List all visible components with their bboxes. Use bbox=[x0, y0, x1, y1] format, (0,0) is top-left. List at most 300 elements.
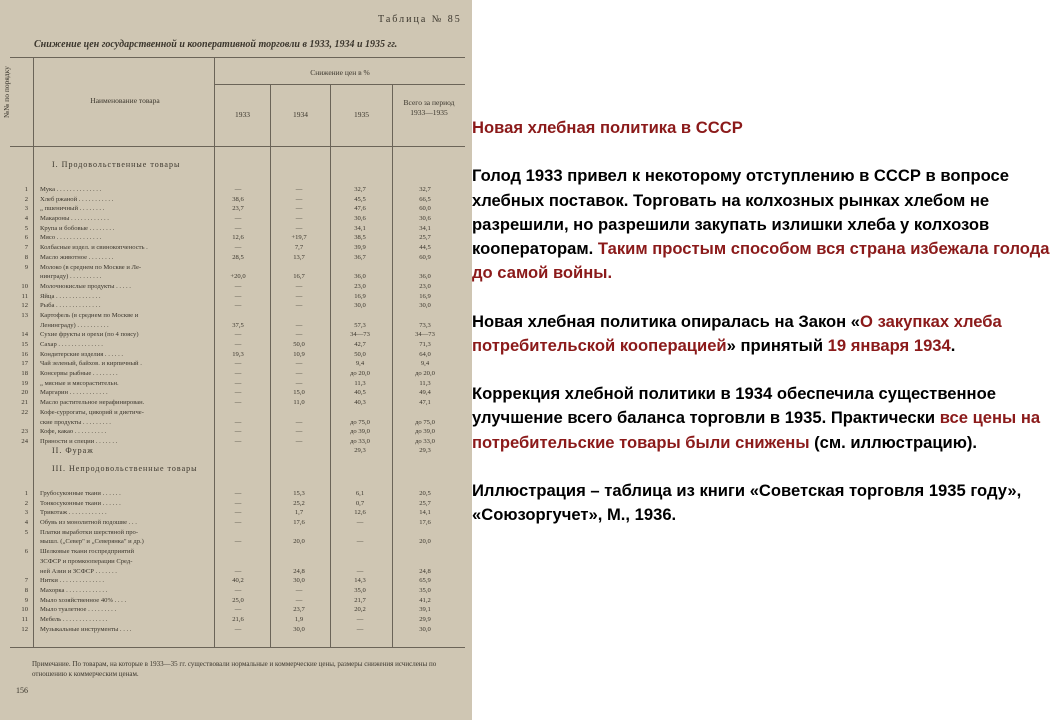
row-total: 25,7 bbox=[419, 234, 431, 242]
row-number: 18 bbox=[21, 370, 28, 378]
row-1934: 50,0 bbox=[293, 341, 305, 348]
row-total: 65,9 bbox=[419, 577, 431, 585]
row-name: Колбасные издел. и свинокопченость . bbox=[40, 244, 148, 252]
table-row bbox=[0, 301, 470, 311]
row-name: Трикотаж . . . . . . . . . . . . bbox=[40, 509, 107, 517]
row-total: 41,2 bbox=[419, 596, 431, 604]
row-number: 5 bbox=[24, 528, 28, 536]
row-total: 60,9 bbox=[419, 253, 431, 261]
table-row bbox=[0, 263, 470, 273]
table-row bbox=[0, 204, 470, 214]
row-1935: до 75,0 bbox=[350, 418, 370, 426]
row-number: 12 bbox=[21, 625, 28, 633]
row-1933: — bbox=[234, 428, 242, 436]
table-row bbox=[0, 321, 470, 331]
p4-text: Иллюстрация – таблица из книги «Советская торговля 1935 году», «Союзоргучет», М., 1936. bbox=[472, 480, 1022, 525]
row-total: 39,1 bbox=[419, 606, 431, 614]
row-total: до 20,0 bbox=[415, 370, 435, 378]
header-bottom-rule bbox=[10, 146, 465, 147]
row-1934: — bbox=[295, 215, 303, 223]
row-name: Яйца . . . . . . . . . . . . . . bbox=[40, 292, 101, 300]
row-1935: 36,7 bbox=[354, 253, 366, 261]
table-row bbox=[0, 615, 470, 625]
row-number: 3 bbox=[24, 205, 28, 213]
row-name: нинграду) . . . . . . . . . . bbox=[40, 273, 102, 281]
group-header-rule bbox=[215, 84, 465, 85]
row-name: Шелковые ткани госпредприятий bbox=[40, 548, 135, 556]
row-number: 7 bbox=[24, 244, 28, 252]
table-row bbox=[0, 418, 470, 428]
row-1933: — bbox=[234, 341, 242, 348]
row-total: до 33,0 bbox=[415, 437, 435, 445]
row-1933: — bbox=[234, 244, 242, 252]
row-1935: 12,6 bbox=[354, 509, 366, 517]
paragraph-3 bbox=[472, 382, 1062, 455]
row-1934: — bbox=[295, 360, 303, 368]
row-1934: 30,0 bbox=[293, 577, 305, 585]
row-1935: 50,0 bbox=[354, 350, 366, 358]
row-number: 2 bbox=[24, 499, 28, 507]
row-number: 8 bbox=[24, 586, 28, 594]
scanned-table-page bbox=[0, 0, 472, 720]
row-total: 66,5 bbox=[419, 195, 431, 203]
row-name: ские продукты . . . . . . . . . bbox=[40, 418, 111, 426]
row-total: 17,6 bbox=[419, 519, 431, 527]
row-1935: 47,6 bbox=[354, 205, 366, 213]
table-row bbox=[0, 292, 470, 302]
section-nonfood: III. Непродовольственные товары bbox=[52, 464, 198, 473]
table-row bbox=[0, 195, 470, 205]
row-number: 1 bbox=[24, 490, 28, 497]
row-number: 10 bbox=[21, 606, 28, 614]
row-1935: до 20,0 bbox=[350, 370, 370, 378]
row-1933: — bbox=[234, 370, 242, 378]
row-1934: — bbox=[295, 224, 303, 232]
row-1935: 39,9 bbox=[354, 244, 366, 252]
header-1933: 1933 bbox=[235, 110, 250, 119]
row-1934: 20,0 bbox=[293, 538, 305, 546]
table-bottom-rule bbox=[10, 647, 465, 648]
row-1935: 57,3 bbox=[354, 321, 366, 329]
table-row bbox=[0, 388, 470, 398]
header-1935: 1935 bbox=[354, 110, 369, 119]
section-fodder: II. Фураж bbox=[52, 446, 94, 455]
p1-highlight: Таким простым способом вся страна избежала голода до самой войны. bbox=[472, 239, 1050, 283]
row-1935: 23,0 bbox=[354, 282, 366, 290]
row-1934: 17,6 bbox=[293, 519, 305, 527]
row-1934: — bbox=[295, 437, 303, 445]
row-number: 11 bbox=[21, 615, 28, 623]
row-name: Платки выработки шерстяной про- bbox=[40, 528, 139, 536]
row-1933: — bbox=[234, 586, 242, 594]
row-total: 36,0 bbox=[419, 273, 431, 281]
fodder-total: 29,3 bbox=[419, 447, 431, 454]
table-row bbox=[0, 350, 470, 360]
table-row bbox=[0, 340, 470, 350]
row-1934: — bbox=[295, 418, 303, 426]
row-1933: 28,5 bbox=[232, 253, 244, 261]
row-name: Крупа и бобовые . . . . . . . . bbox=[40, 224, 115, 232]
row-number: 21 bbox=[21, 399, 28, 407]
row-1933: 25,0 bbox=[232, 596, 244, 604]
row-1933: — bbox=[234, 538, 242, 546]
row-name: Кондитерские изделия . . . . . . bbox=[40, 350, 124, 358]
row-1933: +20,0 bbox=[230, 273, 246, 281]
row-1933: 38,6 bbox=[232, 195, 244, 203]
table-row bbox=[0, 214, 470, 224]
row-name: Масло животное . . . . . . . . bbox=[40, 253, 114, 261]
paragraph-2 bbox=[472, 310, 1062, 358]
row-1934: 1,7 bbox=[294, 509, 304, 517]
row-1935: 6,1 bbox=[355, 490, 365, 497]
row-1934: 24,8 bbox=[293, 567, 305, 575]
commentary-heading bbox=[472, 116, 1062, 140]
fodder-row bbox=[0, 446, 470, 456]
row-total: 24,8 bbox=[419, 567, 431, 575]
row-name: „ пшеничный . . . . . . . . bbox=[40, 205, 105, 213]
table-row bbox=[0, 528, 470, 538]
row-1934: — bbox=[295, 205, 303, 213]
paragraph-4 bbox=[472, 479, 1062, 527]
table-row bbox=[0, 427, 470, 437]
row-number: 6 bbox=[24, 548, 28, 556]
row-1933: — bbox=[234, 509, 242, 517]
table-top-rule bbox=[10, 57, 465, 58]
row-total: 73,3 bbox=[419, 321, 431, 329]
row-1934: — bbox=[295, 282, 303, 290]
row-number: 17 bbox=[21, 360, 28, 368]
row-name: Тонкосуконные ткани . . . . . . bbox=[40, 499, 121, 507]
row-name: Маргарин . . . . . . . . . . . . bbox=[40, 389, 108, 397]
row-name: „ мясные и мясорастительн. bbox=[40, 379, 119, 387]
p2-a: Новая хлебная политика опиралась на Закон « bbox=[472, 311, 861, 331]
table-row bbox=[0, 576, 470, 586]
row-total: 16,9 bbox=[419, 292, 431, 300]
row-1934: 13,7 bbox=[293, 253, 305, 261]
row-1933: — bbox=[234, 418, 242, 426]
row-number: 12 bbox=[21, 302, 28, 310]
table-row bbox=[0, 359, 470, 369]
row-number: 15 bbox=[21, 341, 28, 348]
row-number: 4 bbox=[24, 215, 28, 223]
fodder-1935: 29,3 bbox=[354, 447, 366, 454]
row-1934: — bbox=[295, 586, 303, 594]
p2-c: . bbox=[950, 335, 956, 355]
row-1935: до 39,0 bbox=[350, 428, 370, 436]
row-1934: 30,0 bbox=[293, 625, 305, 633]
row-name: Мебель . . . . . . . . . . . . . . bbox=[40, 615, 108, 623]
table-row bbox=[0, 379, 470, 389]
row-number: 2 bbox=[24, 195, 28, 203]
row-1935: 9,4 bbox=[355, 360, 365, 368]
row-total: 34—73 bbox=[415, 331, 435, 339]
table-row bbox=[0, 625, 470, 635]
table-row bbox=[0, 508, 470, 518]
row-number: 4 bbox=[24, 519, 28, 527]
row-1933: 21,6 bbox=[232, 615, 244, 623]
row-total: 25,7 bbox=[419, 499, 431, 507]
row-1933: — bbox=[234, 331, 242, 339]
row-1933: 23,7 bbox=[232, 205, 244, 213]
row-name: Консервы рыбные . . . . . . . . bbox=[40, 370, 118, 378]
row-1933: — bbox=[234, 437, 242, 445]
row-total: 30,0 bbox=[419, 302, 431, 310]
table-row bbox=[0, 272, 470, 282]
row-1933: — bbox=[234, 567, 242, 575]
row-1934: — bbox=[295, 195, 303, 203]
row-1933: — bbox=[234, 606, 242, 614]
row-number: 13 bbox=[21, 311, 28, 319]
row-number: 22 bbox=[21, 408, 28, 416]
row-1935: 30,6 bbox=[354, 215, 366, 223]
row-name: ней Азии и ЗСФСР . . . . . . . bbox=[40, 567, 117, 575]
row-name: ЗСФСР и промкооперации Сред- bbox=[40, 557, 133, 565]
row-number: 14 bbox=[21, 331, 28, 339]
row-1934: 15,3 bbox=[293, 490, 305, 497]
table-row bbox=[0, 605, 470, 615]
row-total: до 39,0 bbox=[415, 428, 435, 436]
row-1935: 30,0 bbox=[354, 302, 366, 310]
row-1935: 40,5 bbox=[354, 389, 366, 397]
header-total: Всего за период 1933—1935 bbox=[403, 98, 455, 117]
row-1933: 19,3 bbox=[232, 350, 244, 358]
row-number: 9 bbox=[24, 596, 28, 604]
table-row bbox=[0, 330, 470, 340]
row-1934: — bbox=[295, 370, 303, 378]
row-1935: — bbox=[356, 567, 364, 575]
row-total: 30,6 bbox=[419, 215, 431, 223]
row-1933: — bbox=[234, 499, 242, 507]
row-total: 34,1 bbox=[419, 224, 431, 232]
row-1935: 14,3 bbox=[354, 577, 366, 585]
table-row bbox=[0, 489, 470, 499]
page-number: 156 bbox=[16, 686, 28, 695]
row-name: мышл. („Север" и „Северянка" и др.) bbox=[40, 538, 144, 546]
row-1934: 10,9 bbox=[293, 350, 305, 358]
row-1934: — bbox=[295, 292, 303, 300]
row-name: Сахар . . . . . . . . . . . . . . bbox=[40, 341, 103, 348]
row-number: 6 bbox=[24, 234, 28, 242]
row-1933: — bbox=[234, 519, 242, 527]
header-name: Наименование товара bbox=[90, 96, 160, 105]
row-1933: 12,6 bbox=[232, 234, 244, 242]
row-1933: — bbox=[234, 186, 242, 193]
header-group: Снижение цен в % bbox=[310, 68, 370, 77]
row-1935: до 33,0 bbox=[350, 437, 370, 445]
table-row bbox=[0, 499, 470, 509]
row-1935: 16,9 bbox=[354, 292, 366, 300]
table-row bbox=[0, 567, 470, 577]
row-total: 60,0 bbox=[419, 205, 431, 213]
row-1933: 37,5 bbox=[232, 321, 244, 329]
row-1934: 15,0 bbox=[293, 389, 305, 397]
header-num: №№ по порядку bbox=[2, 66, 11, 118]
row-1935: 34—73 bbox=[350, 331, 370, 339]
row-name: Хлеб ржаной . . . . . . . . . . . bbox=[40, 195, 114, 203]
row-number: 24 bbox=[21, 437, 28, 445]
row-total: 64,0 bbox=[419, 350, 431, 358]
table-row bbox=[0, 408, 470, 418]
row-1935: 11,3 bbox=[354, 379, 366, 387]
row-1933: — bbox=[234, 292, 242, 300]
row-total: 23,0 bbox=[419, 282, 431, 290]
row-number: 19 bbox=[21, 379, 28, 387]
p3-a: Коррекция хлебной политики в 1934 обеспечила существенное улучшение всего баланса торговли в 1935. Практически bbox=[472, 384, 996, 428]
row-1935: 40,3 bbox=[354, 399, 366, 407]
row-number: 5 bbox=[24, 224, 28, 232]
row-1933: — bbox=[234, 215, 242, 223]
row-name: Кофе-суррогаты, цикорий и диетиче- bbox=[40, 408, 144, 416]
table-row bbox=[0, 586, 470, 596]
section-food: I. Продовольственные товары bbox=[52, 160, 181, 169]
row-1935: 34,1 bbox=[354, 224, 366, 232]
row-1935: 38,5 bbox=[354, 234, 366, 242]
row-name: Мыло туалетное . . . . . . . . . bbox=[40, 606, 117, 614]
row-1933: — bbox=[234, 399, 242, 407]
food-rows bbox=[0, 185, 470, 447]
row-1933: — bbox=[234, 379, 242, 387]
row-name: Нитки . . . . . . . . . . . . . . bbox=[40, 577, 105, 585]
row-number: 3 bbox=[24, 509, 28, 517]
row-name: Молочнокислые продукты . . . . . bbox=[40, 282, 131, 290]
row-1935: 21,7 bbox=[354, 596, 366, 604]
row-total: 9,4 bbox=[420, 360, 430, 368]
p3-highlight: все цены на потребительские товары были снижены bbox=[472, 408, 1041, 452]
p1-plain: Голод 1933 привел к некоторому отступлению в СССР в вопросе хлебных поставок. Торговать на колхозных рынках хлебом не разрешили, но разрешили закупать излишки хлеба у колхозов кооператорам. bbox=[472, 166, 1010, 258]
row-number: 10 bbox=[21, 282, 28, 290]
row-name: Картофель (в среднем по Москве и bbox=[40, 311, 139, 319]
row-1934: 1,9 bbox=[294, 615, 304, 623]
row-total: 49,4 bbox=[419, 389, 431, 397]
row-1934: — bbox=[295, 302, 303, 310]
row-1934: 16,7 bbox=[293, 273, 305, 281]
row-1934: — bbox=[295, 428, 303, 436]
table-row bbox=[0, 243, 470, 253]
table-note: Примечание. По товарам, на которые в 1933—35 гг. существовали нормальные и коммерческие цены, размеры снижения исчислены по отношению к коммерческим ценам. bbox=[32, 660, 437, 678]
nonfood-rows bbox=[0, 489, 470, 634]
row-1935: — bbox=[356, 538, 364, 546]
row-1935: 35,0 bbox=[354, 586, 366, 594]
row-number: 1 bbox=[24, 186, 28, 193]
p3-b: (см. иллюстрацию). bbox=[809, 432, 978, 452]
row-1935: 32,7 bbox=[354, 186, 366, 193]
p2-b: » принятый bbox=[726, 335, 828, 355]
row-1933: — bbox=[234, 360, 242, 368]
table-row bbox=[0, 547, 470, 557]
row-number: 16 bbox=[21, 350, 28, 358]
row-1935: 0,7 bbox=[355, 499, 365, 507]
row-name: Музыкальные инструменты . . . . bbox=[40, 625, 132, 633]
row-number: 9 bbox=[24, 263, 28, 271]
row-1933: — bbox=[234, 282, 242, 290]
row-name: Пряности и специи . . . . . . . bbox=[40, 437, 118, 445]
row-1934: — bbox=[295, 321, 303, 329]
row-1934: +19,7 bbox=[291, 234, 307, 242]
table-row bbox=[0, 537, 470, 547]
table-row bbox=[0, 369, 470, 379]
row-total: 32,7 bbox=[419, 186, 431, 193]
row-total: до 75,0 bbox=[415, 418, 435, 426]
row-1935: — bbox=[356, 625, 364, 633]
row-1933: — bbox=[234, 490, 242, 497]
row-total: 29,9 bbox=[419, 615, 431, 623]
row-number: 23 bbox=[21, 428, 28, 436]
row-1935: — bbox=[356, 615, 364, 623]
table-row bbox=[0, 282, 470, 292]
row-1934: — bbox=[295, 596, 303, 604]
row-total: 71,3 bbox=[419, 341, 431, 348]
row-name: Макароны . . . . . . . . . . . . bbox=[40, 215, 109, 223]
row-total: 14,1 bbox=[419, 509, 431, 517]
row-1933: — bbox=[234, 302, 242, 310]
table-row bbox=[0, 253, 470, 263]
row-1935: 45,5 bbox=[354, 195, 366, 203]
row-1933: — bbox=[234, 224, 242, 232]
row-number: 20 bbox=[21, 389, 28, 397]
row-name: Мыло хозяйственное 40% . . . . bbox=[40, 596, 127, 604]
table-number: Таблица № 85 bbox=[378, 14, 462, 25]
table-row bbox=[0, 224, 470, 234]
p2-date: 19 января 1934 bbox=[827, 335, 951, 355]
row-name: Ленинграду) . . . . . . . . . . bbox=[40, 321, 109, 329]
row-name: Грубосуконные ткани . . . . . . bbox=[40, 490, 121, 497]
row-1933: — bbox=[234, 389, 242, 397]
row-total: 11,3 bbox=[419, 379, 431, 387]
row-total: 30,0 bbox=[419, 625, 431, 633]
row-name: Кофе, какао . . . . . . . . . . bbox=[40, 428, 107, 436]
row-name: Чай зеленый, байхов. и кирпичный . bbox=[40, 360, 142, 368]
row-1935: 42,7 bbox=[354, 341, 366, 348]
table-row bbox=[0, 596, 470, 606]
row-name: Мука . . . . . . . . . . . . . . bbox=[40, 186, 102, 193]
row-total: 35,0 bbox=[419, 586, 431, 594]
header-1934: 1934 bbox=[293, 110, 308, 119]
row-1934: 11,0 bbox=[293, 399, 305, 407]
row-1934: — bbox=[295, 331, 303, 339]
row-name: Махорка . . . . . . . . . . . . . bbox=[40, 586, 108, 594]
row-total: 20,0 bbox=[419, 538, 431, 546]
row-1934: 7,7 bbox=[294, 244, 304, 252]
row-name: Масло растительное нерафинирован. bbox=[40, 399, 145, 407]
table-row bbox=[0, 233, 470, 243]
row-1935: 36,0 bbox=[354, 273, 366, 281]
row-1934: — bbox=[295, 379, 303, 387]
table-row bbox=[0, 311, 470, 321]
row-total: 47,1 bbox=[419, 399, 431, 407]
p2-law-title: О закупках хлеба потребительской кооперацией bbox=[472, 311, 1002, 355]
row-name: Мясо . . . . . . . . . . . . . . bbox=[40, 234, 102, 242]
row-1934: — bbox=[295, 186, 303, 193]
row-1934: 25,2 bbox=[293, 499, 305, 507]
heading-text: Новая хлебная политика в СССР bbox=[472, 118, 743, 137]
row-1934: 23,7 bbox=[293, 606, 305, 614]
row-total: 20,5 bbox=[419, 490, 431, 497]
paragraph-1 bbox=[472, 164, 1062, 285]
row-name: Сухие фрукты и орехи (по 4 поясу) bbox=[40, 331, 139, 339]
table-row bbox=[0, 518, 470, 528]
table-row bbox=[0, 557, 470, 567]
table-row bbox=[0, 398, 470, 408]
row-total: 44,5 bbox=[419, 244, 431, 252]
row-1933: — bbox=[234, 625, 242, 633]
row-name: Рыба . . . . . . . . . . . . . . bbox=[40, 302, 101, 310]
commentary bbox=[472, 116, 1062, 552]
row-name: Молоко (в среднем по Москве и Ле- bbox=[40, 263, 142, 271]
row-1935: — bbox=[356, 519, 364, 527]
row-number: 7 bbox=[24, 577, 28, 585]
row-name: Обувь из монолитной подошве . . . bbox=[40, 519, 137, 527]
table-row bbox=[0, 185, 470, 195]
